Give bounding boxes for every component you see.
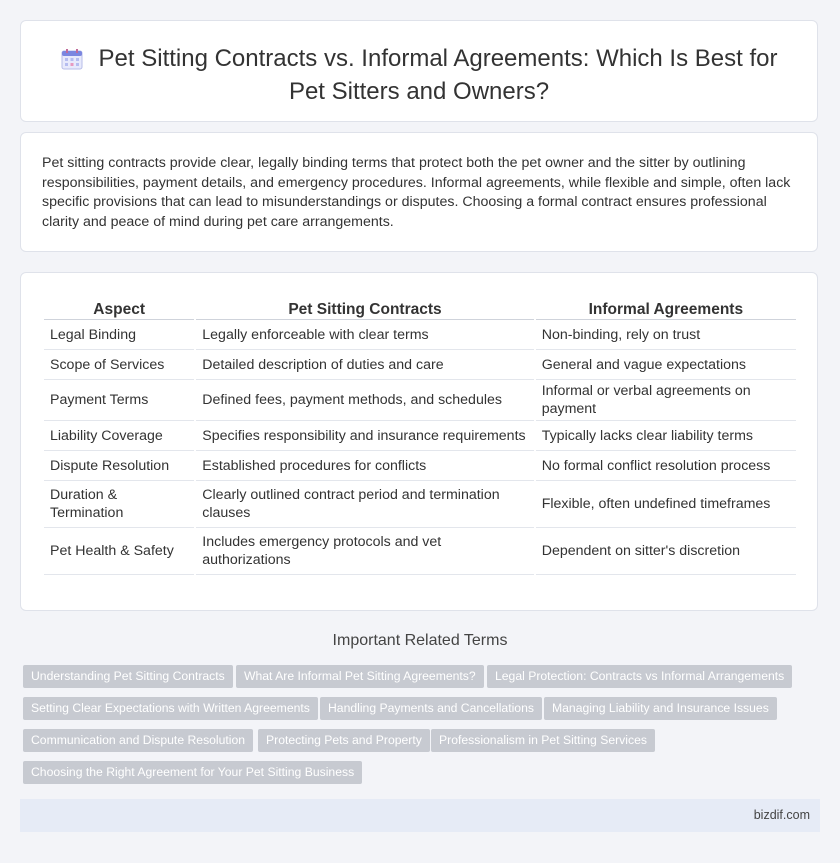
comparison-card [20,272,818,611]
cell-aspect: Scope of Services [44,350,194,380]
cell-informal: Typically lacks clear liability terms [536,421,796,451]
cell-aspect: Dispute Resolution [44,451,194,481]
table-row [44,421,796,451]
related-tag[interactable]: Communication and Dispute Resolution [23,729,253,752]
cell-aspect: Payment Terms [44,380,194,421]
related-tag[interactable]: Setting Clear Expectations with Written Agreements [23,697,318,720]
cell-contract: Specifies responsibility and insurance requirements [196,421,533,451]
calendar-icon [61,48,83,77]
cell-contract: Established procedures for conflicts [196,451,533,481]
table-row [44,350,796,380]
cell-contract: Includes emergency protocols and vet authorizations [196,528,533,575]
header-informal: Informal Agreements [536,297,796,320]
related-tag[interactable]: Choosing the Right Agreement for Your Pet Sitting Business [23,761,362,784]
cell-informal: Non-binding, rely on trust [536,320,796,350]
table-row [44,451,796,481]
related-tag[interactable]: Legal Protection: Contracts vs Informal Arrangements [487,665,792,688]
related-tag[interactable]: Professionalism in Pet Sitting Services [431,729,655,752]
table-row [44,320,796,350]
cell-informal: No formal conflict resolution process [536,451,796,481]
related-terms-title: Important Related Terms [332,632,508,649]
cell-contract: Clearly outlined contract period and termination clauses [196,481,533,528]
table-row [44,528,796,575]
comparison-table [42,297,798,575]
title-card [20,20,818,122]
table-row [44,481,796,528]
cell-aspect: Legal Binding [44,320,194,350]
related-tag[interactable]: Protecting Pets and Property [258,729,430,752]
related-tag[interactable]: What Are Informal Pet Sitting Agreements? [236,665,484,688]
intro-card [20,132,818,252]
header-aspect: Aspect [44,297,194,320]
related-tag[interactable]: Handling Payments and Cancellations [320,697,542,720]
table-row [44,380,796,421]
cell-informal: Flexible, often undefined timeframes [536,481,796,528]
page-title [51,44,787,106]
cell-contract: Legally enforceable with clear terms [196,320,533,350]
cell-aspect: Duration & Termination [44,481,194,528]
cell-contract: Defined fees, payment methods, and schedules [196,380,533,421]
cell-informal: Dependent on sitter's discretion [536,528,796,575]
cell-aspect: Liability Coverage [44,421,194,451]
related-tag[interactable]: Managing Liability and Insurance Issues [544,697,777,720]
intro-paragraph: Pet sitting contracts provide clear, legally binding terms that protect both the pet owner and the sitter by outlining responsibilities, payment details, and emergency procedures. Informal agreements, while flexible and simple, often lack specific provisions that can lead to misunderstandings or disputes. Choosing a formal contract ensures professional clarity and peace of mind during pet care arrangements. [42,155,791,230]
page-title-text: Pet Sitting Contracts vs. Informal Agreements: Which Is Best for Pet Sitters and Owners? [98,45,778,105]
table-header-row [44,297,796,320]
footer-site[interactable]: bizdif.com [753,808,810,822]
footer [20,799,820,832]
header-contracts: Pet Sitting Contracts [196,297,533,320]
cell-aspect: Pet Health & Safety [44,528,194,575]
cell-informal: Informal or verbal agreements on payment [536,380,796,421]
related-tag[interactable]: Understanding Pet Sitting Contracts [23,665,233,688]
cell-informal: General and vague expectations [536,350,796,380]
cell-contract: Detailed description of duties and care [196,350,533,380]
